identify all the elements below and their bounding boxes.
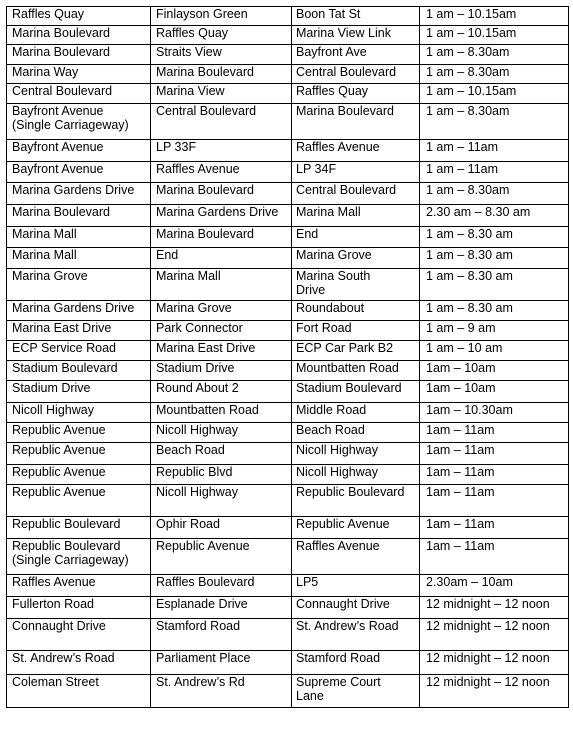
road-cell: Bayfront Avenue (7, 162, 151, 183)
road-cell: Republic Avenue (7, 443, 151, 465)
time-cell: 1 am – 10 am (420, 341, 569, 361)
from-cell: Republic Blvd (151, 465, 292, 485)
table-row (7, 65, 569, 84)
table-row (7, 140, 569, 162)
time-cell: 1 am – 10.15am (420, 84, 569, 104)
table-row (7, 619, 569, 651)
time-cell: 1 am – 8.30 am (420, 227, 569, 248)
time-cell: 1 am – 11am (420, 162, 569, 183)
table-row (7, 84, 569, 104)
to-cell: Bayfront Ave (292, 45, 420, 65)
from-cell: Mountbatten Road (151, 403, 292, 423)
to-cell: Marina View Link (292, 26, 420, 45)
road-cell: Marina Gardens Drive (7, 183, 151, 205)
road-cell: ECP Service Road (7, 341, 151, 361)
time-cell: 1am – 11am (420, 539, 569, 575)
from-cell: Republic Avenue (151, 539, 292, 575)
to-cell: Fort Road (292, 321, 420, 341)
from-cell: Central Boulevard (151, 104, 292, 140)
to-cell: St. Andrew’s Road (292, 619, 420, 651)
to-cell: Marina Mall (292, 205, 420, 227)
table-row (7, 485, 569, 517)
time-cell: 2.30am – 10am (420, 575, 569, 597)
road-cell: Republic Boulevard (Single Carriageway) (7, 539, 151, 575)
to-cell: Raffles Avenue (292, 539, 420, 575)
to-cell: Raffles Quay (292, 84, 420, 104)
from-cell: Park Connector (151, 321, 292, 341)
table-row (7, 301, 569, 321)
time-cell: 1am – 10.30am (420, 403, 569, 423)
time-cell: 1 am – 8.30am (420, 104, 569, 140)
road-cell: Marina Gardens Drive (7, 301, 151, 321)
table-row (7, 341, 569, 361)
table-row (7, 7, 569, 26)
from-cell: Straits View (151, 45, 292, 65)
to-cell: Nicoll Highway (292, 465, 420, 485)
table-row (7, 45, 569, 65)
road-cell: Raffles Quay (7, 7, 151, 26)
table-row (7, 403, 569, 423)
from-cell: Raffles Avenue (151, 162, 292, 183)
from-cell: Parliament Place (151, 651, 292, 675)
table-row (7, 269, 569, 301)
time-cell: 12 midnight – 12 noon (420, 675, 569, 708)
from-cell: Raffles Boulevard (151, 575, 292, 597)
from-cell: Marina Boulevard (151, 65, 292, 84)
from-cell: Stamford Road (151, 619, 292, 651)
time-cell: 1 am – 8.30am (420, 183, 569, 205)
from-cell: Marina View (151, 84, 292, 104)
road-cell: Marina Boulevard (7, 26, 151, 45)
time-cell: 2.30 am – 8.30 am (420, 205, 569, 227)
road-cell: Marina Mall (7, 227, 151, 248)
time-cell: 1am – 11am (420, 517, 569, 539)
road-cell: Stadium Drive (7, 381, 151, 403)
to-cell: Central Boulevard (292, 183, 420, 205)
to-cell: End (292, 227, 420, 248)
road-closure-table (6, 6, 569, 708)
table-row (7, 26, 569, 45)
from-cell: Marina East Drive (151, 341, 292, 361)
table-row (7, 423, 569, 443)
road-cell: Fullerton Road (7, 597, 151, 619)
from-cell: St. Andrew’s Rd (151, 675, 292, 708)
from-cell: LP 33F (151, 140, 292, 162)
table-row (7, 162, 569, 183)
from-cell: Round About 2 (151, 381, 292, 403)
to-cell: Beach Road (292, 423, 420, 443)
to-cell: ECP Car Park B2 (292, 341, 420, 361)
to-cell: Roundabout (292, 301, 420, 321)
road-cell: Marina Grove (7, 269, 151, 301)
road-cell: Marina Way (7, 65, 151, 84)
time-cell: 1 am – 10.15am (420, 26, 569, 45)
table-row (7, 539, 569, 575)
road-cell: Coleman Street (7, 675, 151, 708)
road-cell: Bayfront Avenue (7, 140, 151, 162)
road-cell: St. Andrew’s Road (7, 651, 151, 675)
from-cell: Stadium Drive (151, 361, 292, 381)
time-cell: 1 am – 8.30am (420, 65, 569, 84)
from-cell: Finlayson Green (151, 7, 292, 26)
time-cell: 1am – 11am (420, 423, 569, 443)
table-row (7, 597, 569, 619)
road-cell: Marina Boulevard (7, 205, 151, 227)
table-row (7, 381, 569, 403)
from-cell: Ophir Road (151, 517, 292, 539)
to-cell: Marina Boulevard (292, 104, 420, 140)
from-cell: Raffles Quay (151, 26, 292, 45)
to-cell: Mountbatten Road (292, 361, 420, 381)
to-cell: Republic Avenue (292, 517, 420, 539)
table-row (7, 227, 569, 248)
road-cell: Republic Avenue (7, 485, 151, 517)
from-cell: Marina Grove (151, 301, 292, 321)
time-cell: 1 am – 9 am (420, 321, 569, 341)
time-cell: 1 am – 10.15am (420, 7, 569, 26)
to-cell: Marina South Drive (292, 269, 420, 301)
from-cell: Marina Boulevard (151, 183, 292, 205)
time-cell: 1am – 10am (420, 381, 569, 403)
table-row (7, 651, 569, 675)
from-cell: Marina Mall (151, 269, 292, 301)
to-cell: Republic Boulevard (292, 485, 420, 517)
to-cell: Stamford Road (292, 651, 420, 675)
table-row (7, 443, 569, 465)
from-cell: End (151, 248, 292, 269)
to-cell: Raffles Avenue (292, 140, 420, 162)
table-row (7, 675, 569, 708)
road-cell: Marina Mall (7, 248, 151, 269)
time-cell: 12 midnight – 12 noon (420, 597, 569, 619)
table-row (7, 465, 569, 485)
road-cell: Bayfront Avenue (Single Carriageway) (7, 104, 151, 140)
from-cell: Marina Gardens Drive (151, 205, 292, 227)
to-cell: Stadium Boulevard (292, 381, 420, 403)
road-cell: Marina Boulevard (7, 45, 151, 65)
to-cell: Marina Grove (292, 248, 420, 269)
to-cell: Central Boulevard (292, 65, 420, 84)
time-cell: 12 midnight – 12 noon (420, 619, 569, 651)
from-cell: Nicoll Highway (151, 485, 292, 517)
table-row (7, 248, 569, 269)
to-cell: LP5 (292, 575, 420, 597)
road-cell: Connaught Drive (7, 619, 151, 651)
time-cell: 1am – 11am (420, 465, 569, 485)
time-cell: 1 am – 8.30am (420, 45, 569, 65)
time-cell: 1am – 10am (420, 361, 569, 381)
road-cell: Nicoll Highway (7, 403, 151, 423)
table-row (7, 361, 569, 381)
from-cell: Beach Road (151, 443, 292, 465)
road-cell: Republic Avenue (7, 423, 151, 443)
to-cell: Boon Tat St (292, 7, 420, 26)
table-row (7, 104, 569, 140)
to-cell: Nicoll Highway (292, 443, 420, 465)
time-cell: 1 am – 11am (420, 140, 569, 162)
table-body (7, 7, 569, 708)
road-cell: Stadium Boulevard (7, 361, 151, 381)
road-cell: Raffles Avenue (7, 575, 151, 597)
to-cell: Connaught Drive (292, 597, 420, 619)
table-row (7, 183, 569, 205)
road-cell: Republic Avenue (7, 465, 151, 485)
time-cell: 1am – 11am (420, 485, 569, 517)
from-cell: Esplanade Drive (151, 597, 292, 619)
to-cell: Supreme Court Lane (292, 675, 420, 708)
time-cell: 1am – 11am (420, 443, 569, 465)
table-row (7, 205, 569, 227)
from-cell: Nicoll Highway (151, 423, 292, 443)
to-cell: Middle Road (292, 403, 420, 423)
road-cell: Central Boulevard (7, 84, 151, 104)
road-cell: Marina East Drive (7, 321, 151, 341)
table-row (7, 575, 569, 597)
road-cell: Republic Boulevard (7, 517, 151, 539)
time-cell: 1 am – 8.30 am (420, 269, 569, 301)
to-cell: LP 34F (292, 162, 420, 183)
from-cell: Marina Boulevard (151, 227, 292, 248)
table-row (7, 517, 569, 539)
time-cell: 1 am – 8.30 am (420, 301, 569, 321)
table-row (7, 321, 569, 341)
time-cell: 1 am – 8.30 am (420, 248, 569, 269)
time-cell: 12 midnight – 12 noon (420, 651, 569, 675)
